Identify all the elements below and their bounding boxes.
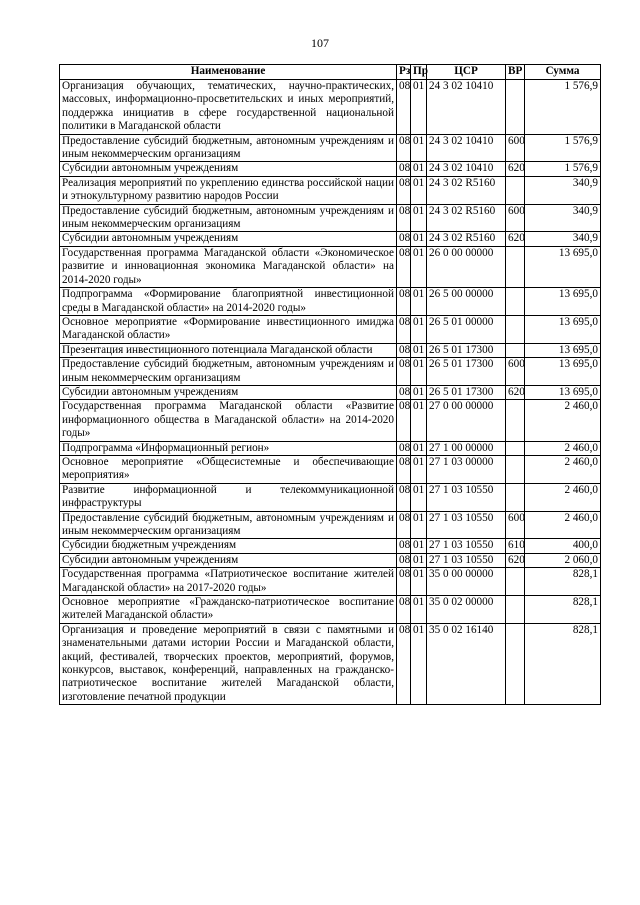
table-row <box>60 539 601 553</box>
row-vr <box>506 623 525 704</box>
row-name: Подпрограмма «Формирование благоприятной инвестиционной среды в Магаданской области» на 2014-2020 годы» <box>60 288 397 316</box>
table-row <box>60 343 601 357</box>
table-row <box>60 246 601 287</box>
row-csr: 26 5 01 17300 <box>427 385 506 399</box>
row-csr: 24 3 02 10410 <box>427 162 506 176</box>
row-name: Субсидии автономным учреждениям <box>60 553 397 567</box>
row-csr: 27 1 03 00000 <box>427 455 506 483</box>
row-sum: 13 695,0 <box>525 246 601 287</box>
row-sum: 828,1 <box>525 623 601 704</box>
row-rz: 08 <box>397 441 411 455</box>
row-rz: 08 <box>397 232 411 246</box>
row-sum: 1 576,9 <box>525 162 601 176</box>
row-csr: 35 0 00 00000 <box>427 568 506 596</box>
header-sum: Сумма <box>525 65 601 80</box>
page-number: 107 <box>311 36 329 50</box>
row-vr <box>506 568 525 596</box>
row-vr <box>506 483 525 511</box>
row-rz: 08 <box>397 176 411 204</box>
row-csr: 24 3 02 R5160 <box>427 204 506 232</box>
row-csr: 26 5 01 00000 <box>427 315 506 343</box>
row-name: Государственная программа Магаданской области «Развитие информационного общества в Магаданской области» на 2014-2020 годы» <box>60 400 397 441</box>
row-csr: 26 5 00 00000 <box>427 288 506 316</box>
row-sum: 1 576,9 <box>525 134 601 162</box>
table-row <box>60 358 601 386</box>
table-header-row <box>60 65 601 80</box>
row-csr: 26 5 01 17300 <box>427 358 506 386</box>
row-sum: 400,0 <box>525 539 601 553</box>
row-vr: 620 <box>506 553 525 567</box>
row-name: Субсидии бюджетным учреждениям <box>60 539 397 553</box>
row-vr: 600 <box>506 134 525 162</box>
row-rz: 08 <box>397 288 411 316</box>
row-rz: 08 <box>397 623 411 704</box>
row-csr: 24 3 02 R5160 <box>427 232 506 246</box>
row-name: Государственная программа «Патриотическое воспитание жителей Магаданской области» на 2017-2020 годы» <box>60 568 397 596</box>
table-row <box>60 176 601 204</box>
table-row <box>60 288 601 316</box>
row-rz: 08 <box>397 455 411 483</box>
row-csr: 26 0 00 00000 <box>427 246 506 287</box>
row-sum: 2 460,0 <box>525 400 601 441</box>
row-pr: 01 <box>411 539 427 553</box>
row-pr: 01 <box>411 315 427 343</box>
row-csr: 26 5 01 17300 <box>427 343 506 357</box>
row-csr: 27 1 03 10550 <box>427 553 506 567</box>
row-pr: 01 <box>411 162 427 176</box>
row-csr: 35 0 02 00000 <box>427 596 506 624</box>
row-name: Государственная программа Магаданской области «Экономическое развитие и инновационная экономика Магаданской области» на 2014-2020 годы» <box>60 246 397 287</box>
row-vr: 600 <box>506 511 525 539</box>
header-rz: Рз <box>397 65 411 80</box>
row-name: Субсидии автономным учреждениям <box>60 385 397 399</box>
row-name: Реализация мероприятий по укреплению единства российской нации и этнокультурному развитию народов России <box>60 176 397 204</box>
table-row <box>60 134 601 162</box>
row-name: Презентация инвестиционного потенциала Магаданской области <box>60 343 397 357</box>
row-name: Основное мероприятие «Формирование инвестиционного имиджа Магаданской области» <box>60 315 397 343</box>
table-row <box>60 596 601 624</box>
row-sum: 13 695,0 <box>525 358 601 386</box>
header-name: Наименование <box>60 65 397 80</box>
row-vr <box>506 288 525 316</box>
row-vr: 620 <box>506 162 525 176</box>
row-vr <box>506 455 525 483</box>
row-csr: 24 3 02 10410 <box>427 80 506 135</box>
row-sum: 828,1 <box>525 596 601 624</box>
row-pr: 01 <box>411 343 427 357</box>
table-row <box>60 385 601 399</box>
row-csr: 27 1 00 00000 <box>427 441 506 455</box>
row-pr: 01 <box>411 232 427 246</box>
row-pr: 01 <box>411 568 427 596</box>
row-pr: 01 <box>411 441 427 455</box>
row-rz: 08 <box>397 80 411 135</box>
row-pr: 01 <box>411 288 427 316</box>
row-rz: 08 <box>397 553 411 567</box>
row-name: Предоставление субсидий бюджетным, автономным учреждениям и иным некоммерческим организациям <box>60 204 397 232</box>
row-vr <box>506 441 525 455</box>
row-rz: 08 <box>397 343 411 357</box>
row-rz: 08 <box>397 204 411 232</box>
header-csr: ЦСР <box>427 65 506 80</box>
row-sum: 2 460,0 <box>525 441 601 455</box>
row-rz: 08 <box>397 134 411 162</box>
table-row <box>60 204 601 232</box>
row-rz: 08 <box>397 385 411 399</box>
row-sum: 2 460,0 <box>525 511 601 539</box>
row-vr: 620 <box>506 385 525 399</box>
table-row <box>60 441 601 455</box>
row-sum: 13 695,0 <box>525 288 601 316</box>
row-pr: 01 <box>411 80 427 135</box>
row-vr <box>506 246 525 287</box>
row-name: Организация обучающих, тематических, научно-практических, массовых, информационно-просветительских и иных мероприятий, поддержка инициатив в сфере государственной национальной политики в Магаданской области <box>60 80 397 135</box>
row-pr: 01 <box>411 455 427 483</box>
row-vr <box>506 80 525 135</box>
table-row <box>60 232 601 246</box>
row-pr: 01 <box>411 511 427 539</box>
row-sum: 13 695,0 <box>525 385 601 399</box>
row-sum: 13 695,0 <box>525 343 601 357</box>
row-name: Предоставление субсидий бюджетным, автономным учреждениям и иным некоммерческим организациям <box>60 511 397 539</box>
row-vr <box>506 176 525 204</box>
header-vr: ВР <box>506 65 525 80</box>
row-rz: 08 <box>397 315 411 343</box>
row-sum: 2 460,0 <box>525 455 601 483</box>
row-vr <box>506 596 525 624</box>
row-csr: 24 3 02 R5160 <box>427 176 506 204</box>
row-csr: 27 0 00 00000 <box>427 400 506 441</box>
table-row <box>60 553 601 567</box>
row-rz: 08 <box>397 596 411 624</box>
row-pr: 01 <box>411 553 427 567</box>
row-sum: 13 695,0 <box>525 315 601 343</box>
row-name: Субсидии автономным учреждениям <box>60 162 397 176</box>
row-csr: 27 1 03 10550 <box>427 539 506 553</box>
row-name: Организация и проведение мероприятий в связи с памятными и знаменательными датами истории России и Магаданской области, акций, фестивалей, творческих проектов, мероприятий, форумов, конкурсов, выставок, конференций, направленных на гражданско-патриотическое воспитание жителей Магаданской области, изготовление печатной продукции <box>60 623 397 704</box>
row-sum: 1 576,9 <box>525 80 601 135</box>
row-vr <box>506 400 525 441</box>
table-row <box>60 568 601 596</box>
header-pr: Пр <box>411 65 427 80</box>
table-row <box>60 400 601 441</box>
row-csr: 27 1 03 10550 <box>427 511 506 539</box>
row-name: Основное мероприятие «Общесистемные и обеспечивающие мероприятия» <box>60 455 397 483</box>
budget-table <box>59 64 601 705</box>
row-sum: 340,9 <box>525 176 601 204</box>
row-csr: 24 3 02 10410 <box>427 134 506 162</box>
row-vr: 600 <box>506 358 525 386</box>
row-csr: 35 0 02 16140 <box>427 623 506 704</box>
row-pr: 01 <box>411 385 427 399</box>
row-vr: 610 <box>506 539 525 553</box>
row-name: Предоставление субсидий бюджетным, автономным учреждениям и иным некоммерческим организациям <box>60 134 397 162</box>
row-pr: 01 <box>411 400 427 441</box>
row-pr: 01 <box>411 623 427 704</box>
row-rz: 08 <box>397 400 411 441</box>
row-name: Развитие информационной и телекоммуникационной инфраструктуры <box>60 483 397 511</box>
row-sum: 340,9 <box>525 204 601 232</box>
row-csr: 27 1 03 10550 <box>427 483 506 511</box>
row-sum: 2 060,0 <box>525 553 601 567</box>
row-vr: 600 <box>506 204 525 232</box>
row-name: Подпрограмма «Информационный регион» <box>60 441 397 455</box>
row-pr: 01 <box>411 246 427 287</box>
row-rz: 08 <box>397 483 411 511</box>
table-row <box>60 623 601 704</box>
row-vr <box>506 343 525 357</box>
row-pr: 01 <box>411 204 427 232</box>
row-vr <box>506 315 525 343</box>
table-row <box>60 483 601 511</box>
row-rz: 08 <box>397 246 411 287</box>
table-row <box>60 315 601 343</box>
row-rz: 08 <box>397 358 411 386</box>
row-sum: 828,1 <box>525 568 601 596</box>
row-rz: 08 <box>397 162 411 176</box>
row-sum: 2 460,0 <box>525 483 601 511</box>
row-pr: 01 <box>411 134 427 162</box>
row-pr: 01 <box>411 596 427 624</box>
row-vr: 620 <box>506 232 525 246</box>
row-pr: 01 <box>411 358 427 386</box>
row-rz: 08 <box>397 511 411 539</box>
table-row <box>60 80 601 135</box>
table-row <box>60 455 601 483</box>
row-pr: 01 <box>411 176 427 204</box>
row-name: Основное мероприятие «Гражданско-патриотическое воспитание жителей Магаданской области» <box>60 596 397 624</box>
table-row <box>60 162 601 176</box>
row-pr: 01 <box>411 483 427 511</box>
row-rz: 08 <box>397 539 411 553</box>
row-rz: 08 <box>397 568 411 596</box>
row-name: Предоставление субсидий бюджетным, автономным учреждениям и иным некоммерческим организациям <box>60 358 397 386</box>
row-sum: 340,9 <box>525 232 601 246</box>
row-name: Субсидии автономным учреждениям <box>60 232 397 246</box>
table-row <box>60 511 601 539</box>
